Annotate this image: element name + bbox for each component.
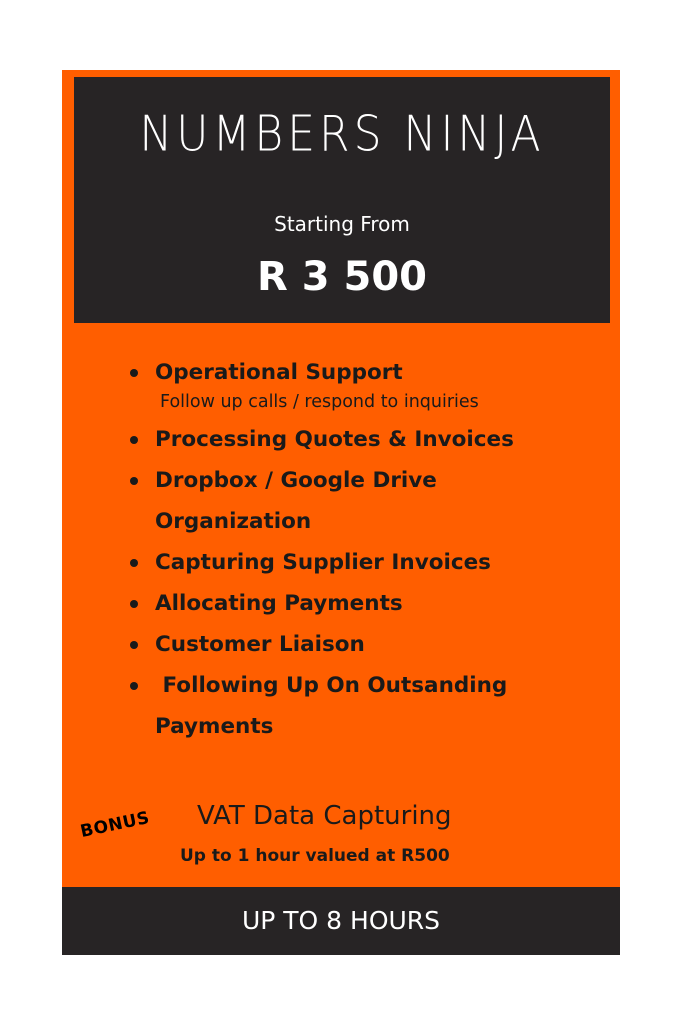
list-item-continuation: Payments [155,714,274,739]
bonus-note [180,844,450,868]
bonus-note-text: Up to 1 hour valued at [180,846,402,866]
bonus-tag: BONUS [78,807,152,843]
bonus-title: VAT Data Capturing [197,801,452,831]
price: R 3 500 [257,254,427,300]
list-item-continuation: Organization [155,509,312,534]
bonus-note-value: R500 [401,846,450,866]
features-list [155,352,595,747]
list-item: Operational Support [155,352,595,393]
list-item-subtext: Follow up calls / respond to inquiries [160,392,479,412]
list-item: Customer Liaison [155,624,595,665]
pricing-card [62,70,620,955]
list-item: Allocating Payments [155,583,595,624]
brand-title: NUMBERS NINJA [139,105,545,163]
starting-from-label: Starting From [274,212,410,236]
list-item: Processing Quotes & Invoices [155,419,595,460]
list-item: Dropbox / Google Drive [155,460,595,501]
footer-banner: UP TO 8 HOURS [62,887,620,955]
list-item: Following Up On Outsanding [155,665,595,706]
header-panel [74,77,610,323]
list-item: Capturing Supplier Invoices [155,542,595,583]
